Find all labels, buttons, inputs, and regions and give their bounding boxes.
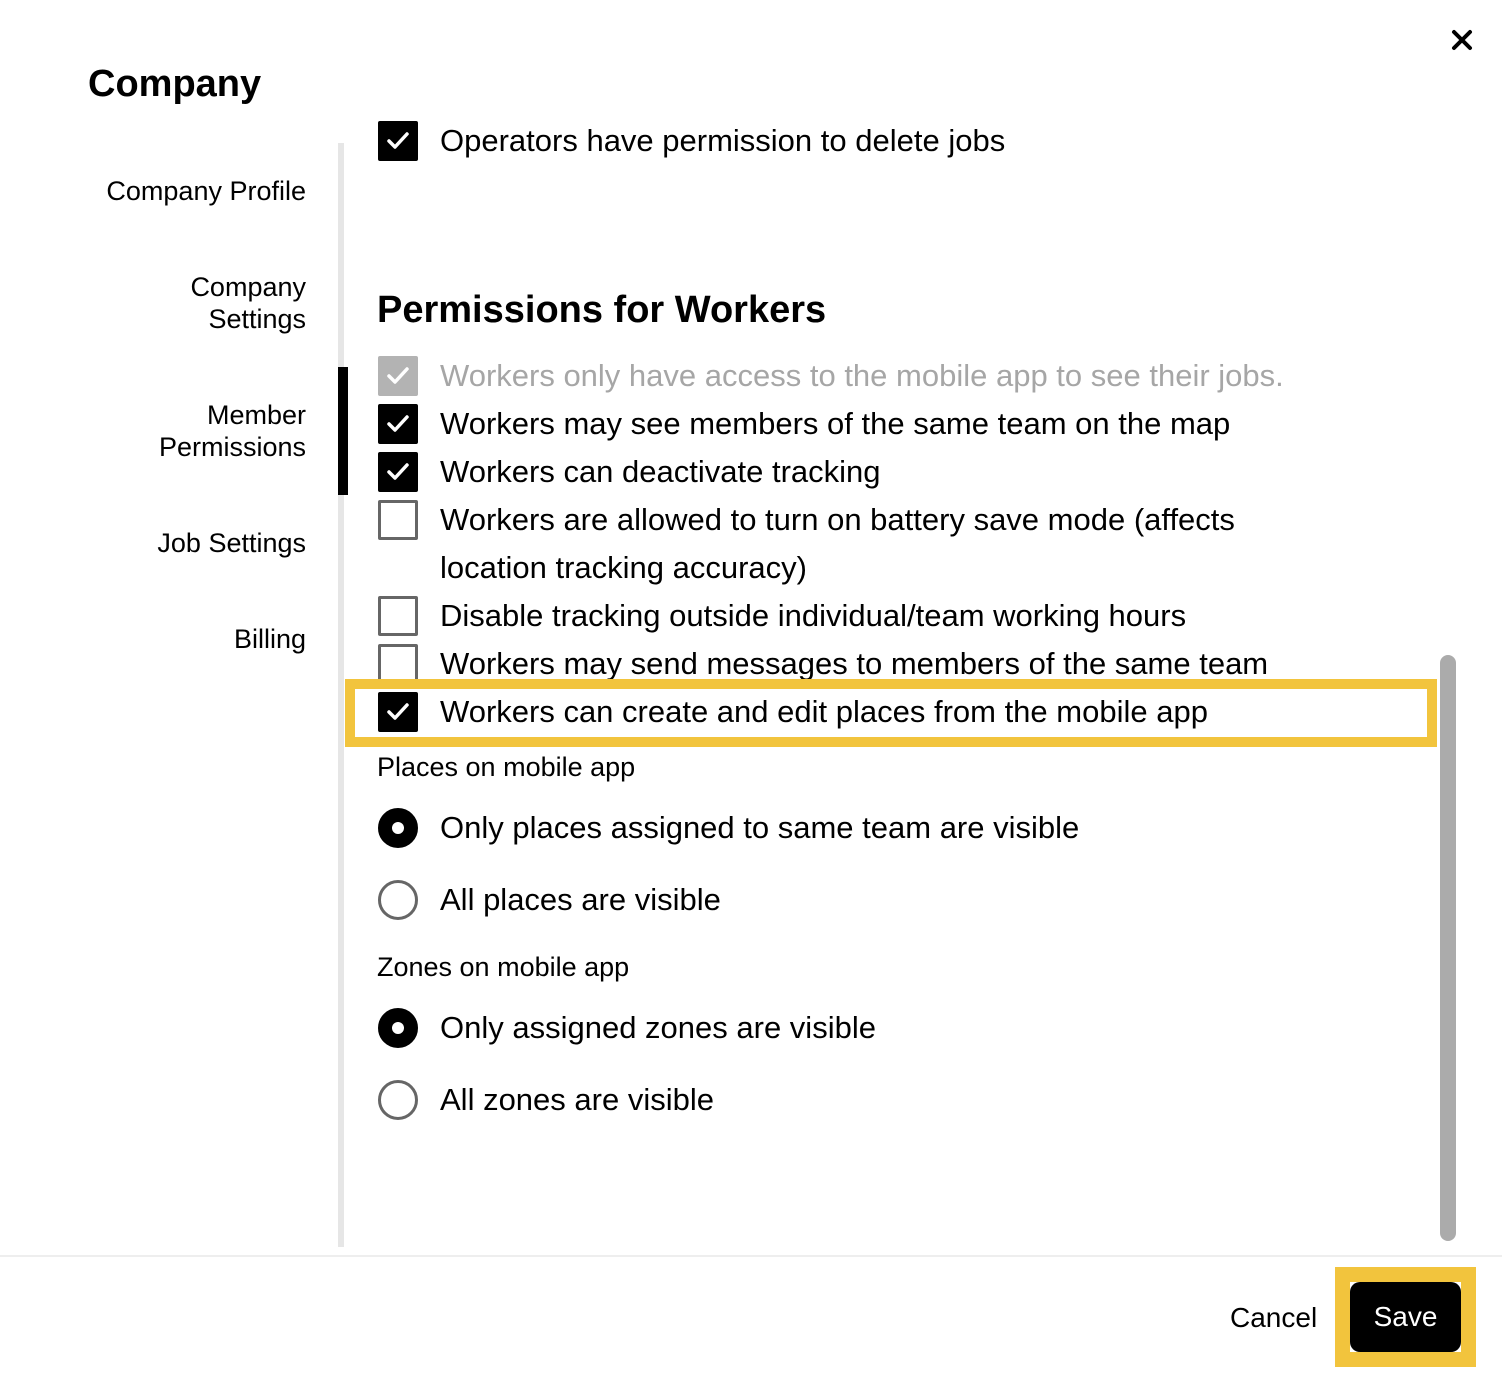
- nav-item-label: Member: [206, 400, 306, 430]
- checkbox[interactable]: [378, 121, 418, 161]
- option-label: Workers only have access to the mobile app to see their jobs.: [440, 358, 1284, 393]
- checkmark-icon: [386, 462, 410, 482]
- radio-button[interactable]: [378, 1008, 418, 1048]
- checkbox[interactable]: [378, 404, 418, 444]
- radio-zones-all[interactable]: [378, 1080, 1340, 1124]
- nav-item-company-profile[interactable]: [106, 175, 306, 207]
- close-icon: [1451, 29, 1473, 51]
- close-button[interactable]: [1446, 24, 1478, 56]
- option-label: Workers are allowed to turn on battery save mode (affects location tracking accuracy): [440, 502, 1235, 585]
- nav-item-billing[interactable]: [234, 623, 306, 655]
- option-label: Workers can create and edit places from the mobile app: [440, 694, 1208, 729]
- option-label: Disable tracking outside individual/team working hours: [440, 598, 1187, 633]
- nav-item-label: Company: [190, 272, 306, 302]
- option-label: All zones are visible: [440, 1082, 714, 1117]
- checkmark-icon: [386, 702, 410, 722]
- places-group-label: Places on mobile app: [377, 752, 636, 782]
- checkbox[interactable]: [378, 500, 418, 540]
- checkmark-icon: [386, 414, 410, 434]
- nav-rail: [338, 143, 344, 1247]
- checkbox[interactable]: [378, 644, 418, 684]
- radio-button[interactable]: [378, 1080, 418, 1120]
- nav-item-job-settings[interactable]: [157, 527, 306, 559]
- option-send-messages[interactable]: [378, 644, 1340, 688]
- radio-button[interactable]: [378, 880, 418, 920]
- nav-item-label: Company Profile: [106, 176, 306, 206]
- option-label: Operators have permission to delete jobs: [440, 123, 1006, 158]
- checkmark-icon: [386, 366, 410, 386]
- content-scrollbar[interactable]: [1440, 655, 1456, 1241]
- nav-item-company-settings[interactable]: [190, 271, 306, 335]
- option-operators-delete-jobs[interactable]: [378, 121, 1340, 165]
- nav-item-label: Settings: [208, 304, 306, 334]
- option-create-edit-places[interactable]: [378, 692, 1340, 736]
- option-label: Only places assigned to same team are visible: [440, 810, 1080, 845]
- page-title: Company: [88, 63, 262, 105]
- cancel-button[interactable]: Cancel: [1230, 1302, 1318, 1333]
- nav-item-label: Billing: [233, 624, 306, 654]
- radio-dot: [392, 822, 404, 834]
- zones-group-label: Zones on mobile app: [377, 952, 630, 982]
- radio-places-same-team[interactable]: [378, 808, 1340, 852]
- checkbox[interactable]: [378, 596, 418, 636]
- nav-item-label: Job Settings: [157, 528, 306, 558]
- radio-dot: [392, 1022, 404, 1034]
- option-see-team-on-map[interactable]: [378, 404, 1340, 448]
- option-label: Workers can deactivate tracking: [440, 454, 881, 489]
- option-label: Only assigned zones are visible: [440, 1010, 876, 1045]
- nav-item-label: Permissions: [158, 432, 306, 462]
- checkbox[interactable]: [378, 452, 418, 492]
- nav-active-indicator: [338, 367, 348, 495]
- option-workers-mobile-only: [378, 356, 1340, 400]
- radio-button[interactable]: [378, 808, 418, 848]
- nav-item-member-permissions[interactable]: [159, 399, 306, 463]
- radio-zones-assigned[interactable]: [378, 1008, 1340, 1052]
- option-label: All places are visible: [440, 882, 721, 917]
- section-title: Permissions for Workers: [377, 289, 827, 331]
- checkbox[interactable]: [378, 692, 418, 732]
- option-label: Workers may send messages to members of the same team: [440, 646, 1269, 681]
- option-disable-tracking-hours[interactable]: [378, 596, 1340, 640]
- option-battery-save-mode[interactable]: [378, 500, 1320, 592]
- permissions-content: [348, 123, 1448, 1247]
- option-deactivate-tracking[interactable]: [378, 452, 1340, 496]
- checkmark-icon: [386, 131, 410, 151]
- save-button[interactable]: Save: [1350, 1282, 1461, 1352]
- checkbox-disabled: [378, 356, 418, 396]
- radio-places-all[interactable]: [378, 880, 1340, 924]
- option-label: Workers may see members of the same team on the map: [440, 406, 1231, 441]
